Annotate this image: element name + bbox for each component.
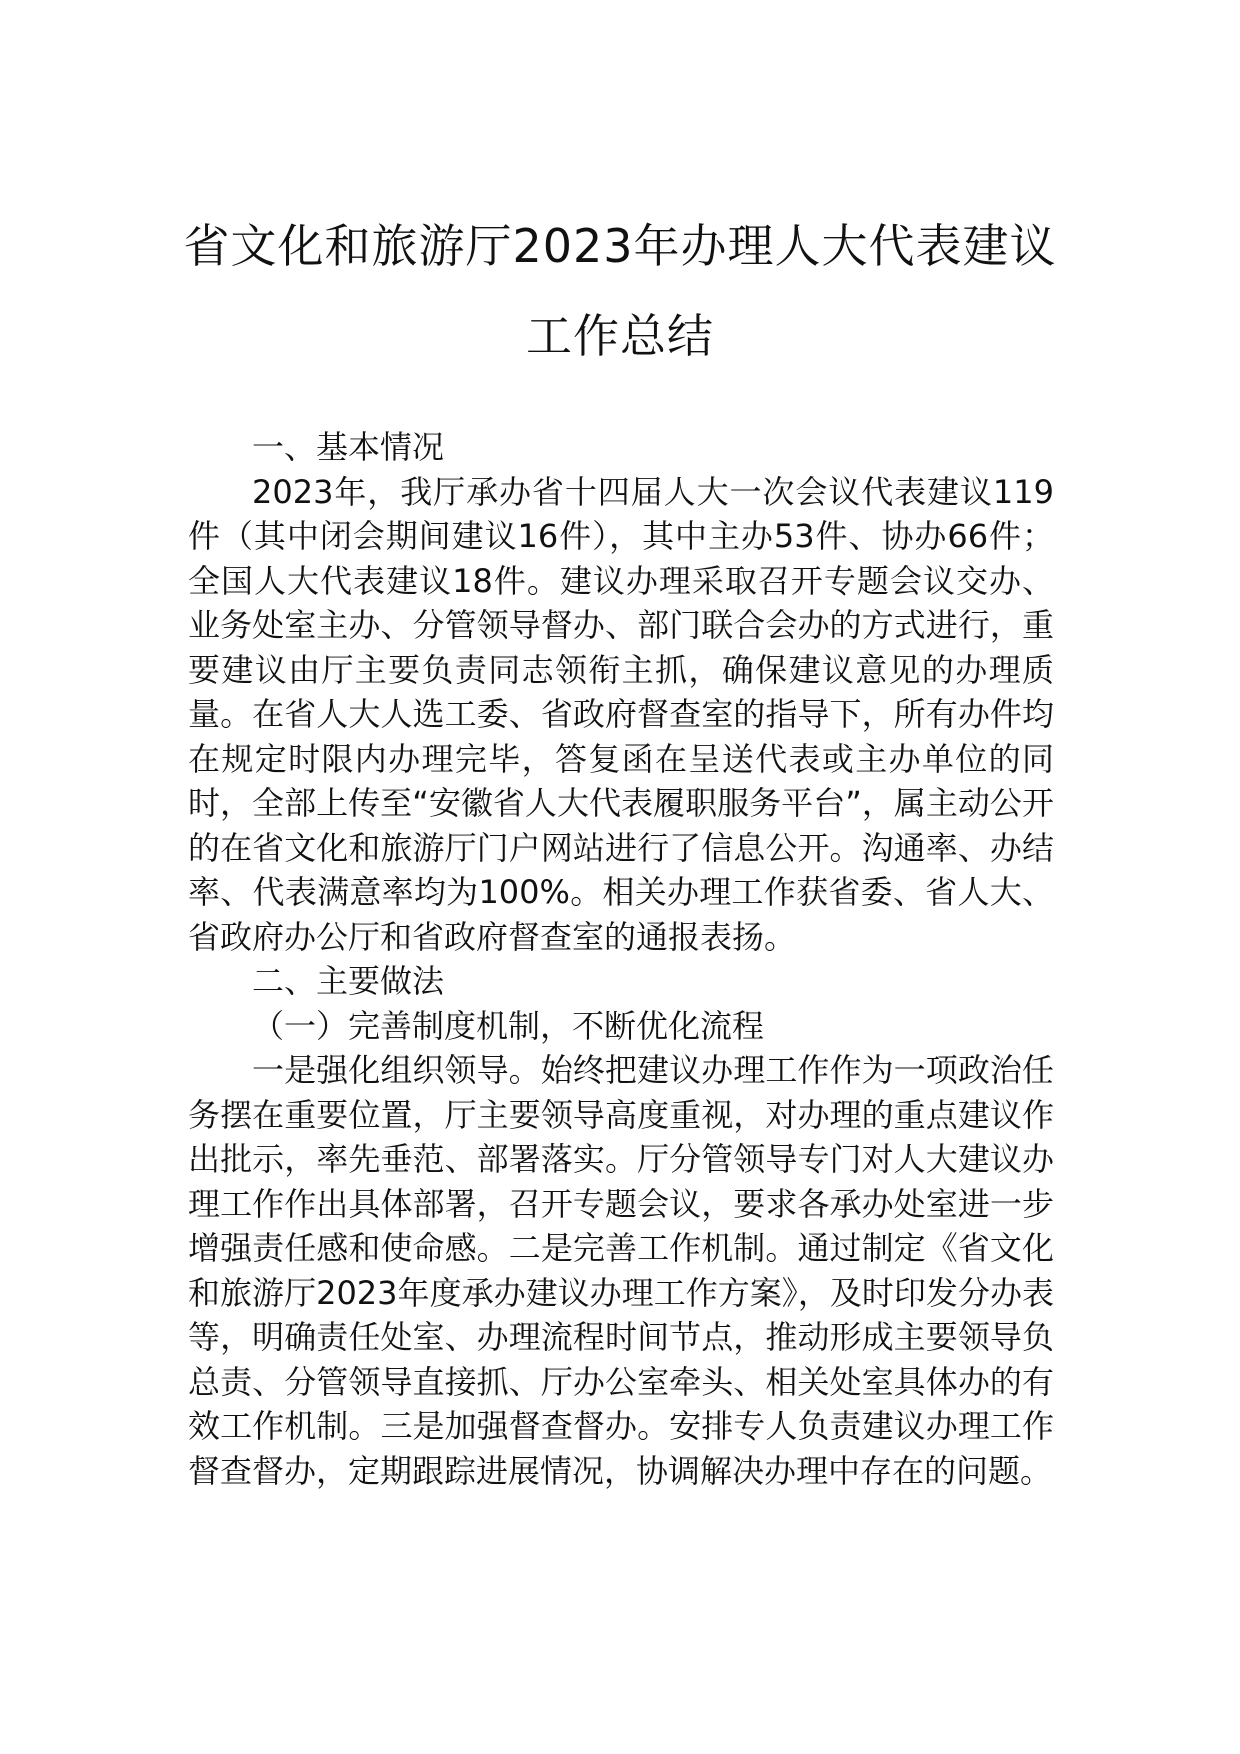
paragraph-basic-situation: 2023年，我厅承办省十四届人大一次会议代表建议119件（其中闭会期间建议16件），其中主办53件、协办66件；全国人大代表建议18件。建议办理采取召开专题会议交办、业务处室主办、分管领导督办、部门联合会办的方式进行，重要建议由厅主要负责同志领衔主抓，确保建议意见的办理质量。在省人大人选工委、省政府督查室的指导下，所有办件均在规定时限内办理完毕，答复函在呈送代表或主办单位的同时，全部上传至“安徽省人大代表履职服务平台”，属主动公开的在省文化和旅游厅门户网站进行了信息公开。沟通率、办结率、代表满意率均为100%。相关办理工作获省委、省人大、省政府办公厅和省政府督查室的通报表扬。 bbox=[188, 472, 1054, 956]
document-title-line-1: 省文化和旅游厅2023年办理人大代表建议 bbox=[183, 219, 1057, 273]
section-heading-main-practices: 二、主要做法 bbox=[252, 962, 445, 1000]
document-body bbox=[188, 425, 1054, 1493]
document-title-line-2: 工作总结 bbox=[526, 309, 714, 363]
subsection-heading-1: （一）完善制度机制，不断优化流程 bbox=[252, 1006, 765, 1045]
paragraph-main-practices-1: 一是强化组织领导。始终把建议办理工作作为一项政治任务摆在重要位置，厅主要领导高度重视，对办理的重点建议作出批示，率先垂范、部署落实。厅分管领导专门对人大建议办理工作作出具体部署，召开专题会议，要求各承办处室进一步增强责任感和使命感。二是完善工作机制。通过制定《省文化和旅游厅2023年度承办建议办理工作方案》，及时印发分办表等，明确责任处室、办理流程时间节点，推动形成主要领导负总责、分管领导直接抓、厅办公室牵头、相关处室具体办的有效工作机制。三是加强督查督办。安排专人负责建议办理工作督查督办，定期跟踪进展情况，协调解决办理中存在的问题。 bbox=[188, 1051, 1054, 1490]
section-heading-basic-situation: 一、基本情况 bbox=[252, 428, 445, 466]
